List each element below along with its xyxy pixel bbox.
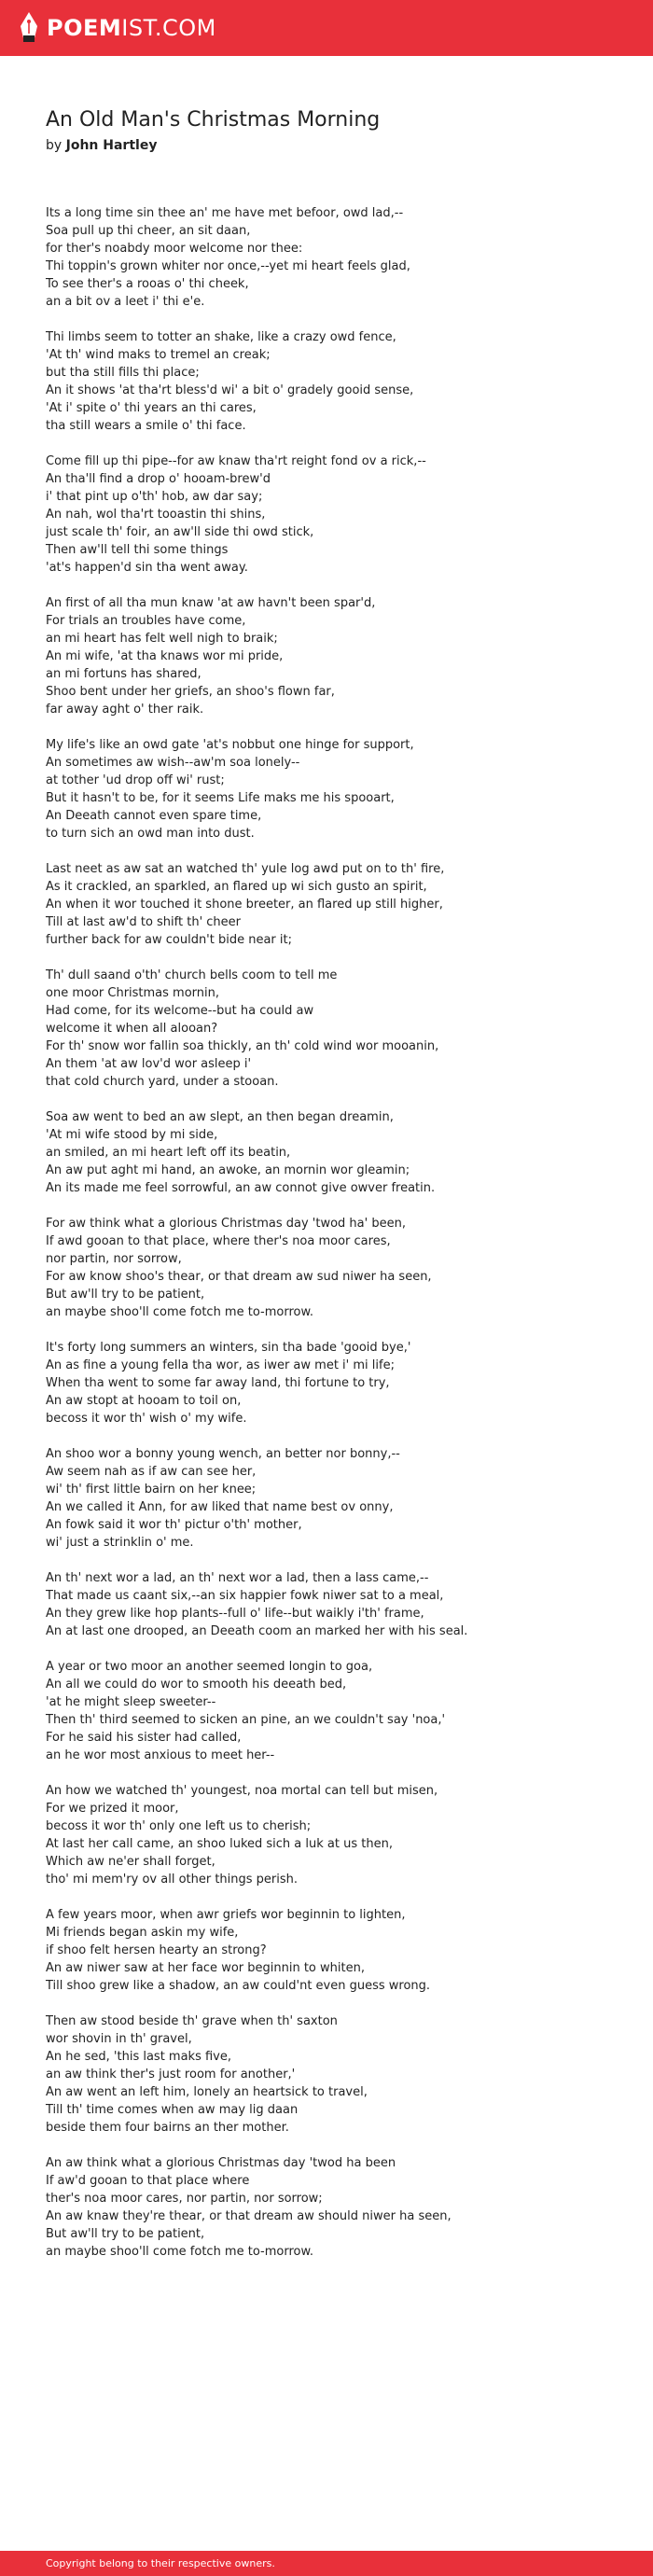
poem-line: becoss it wor th' only one left us to cherish; <box>46 1819 312 1833</box>
poem-line: Then aw stood beside th' grave when th' saxton <box>46 2014 338 2028</box>
poem-line: Then th' third seemed to sicken an pine, an we couldn't say 'noa,' <box>46 1713 446 1727</box>
poem-line: welcome it when all alooan? <box>46 1022 218 1036</box>
poem-line: 'At mi wife stood by mi side, <box>46 1128 218 1142</box>
poem-line: As it crackled, an sparkled, an flared up wi sich gusto an spirit, <box>46 880 427 894</box>
poem-line: Last neet as aw sat an watched th' yule log awd put on to th' fire, <box>46 862 445 876</box>
poem-line: For he said his sister had called, <box>46 1731 242 1745</box>
poem-line: 'at's happen'd sin tha went away. <box>46 561 248 575</box>
poem-line: An its made me feel sorrowful, an aw connot give owver freatin. <box>46 1181 436 1195</box>
poem-line: i' that pint up o'th' hob, aw dar say; <box>46 490 263 504</box>
poem-line: tho' mi mem'ry ov all other things perish. <box>46 1873 299 1887</box>
poem-line: ther's noa moor cares, nor partin, nor sorrow; <box>46 2192 323 2206</box>
poem-line: But aw'll try to be patient, <box>46 2227 205 2241</box>
poem-line: It's forty long summers an winters, sin tha bade 'gooid bye,' <box>46 1341 411 1355</box>
poem-line: that cold church yard, under a stooan. <box>46 1075 279 1089</box>
poem-line: an aw think ther's just room for another,' <box>46 2068 296 2082</box>
poem-line: further back for aw couldn't bide near it; <box>46 933 292 947</box>
poem-line: An them 'at aw lov'd wor asleep i' <box>46 1057 252 1071</box>
poem-line: becoss it wor th' wish o' my wife. <box>46 1412 247 1426</box>
poem-line: Which aw ne'er shall forget, <box>46 1855 215 1869</box>
poem-line: A few years moor, when awr griefs wor beginnin to lighten, <box>46 1908 406 1922</box>
poem-line: An when it wor touched it shone breeter, an flared up still higher, <box>46 898 443 912</box>
poem-line: But aw'll try to be patient, <box>46 1288 205 1302</box>
poem-line: An aw went an left him, lonely an heartsick to travel, <box>46 2085 368 2099</box>
poem-line: An aw put aght mi hand, an awoke, an mornin wor gleamin; <box>46 1163 410 1177</box>
poem-line: My life's like an owd gate 'at's nobbut one hinge for support, <box>46 738 414 752</box>
poem-line: if shoo felt hersen hearty an strong? <box>46 1943 267 1957</box>
poem-line: Till at last aw'd to shift th' cheer <box>46 915 241 929</box>
poem-line: An how we watched th' youngest, noa mortal can tell but misen, <box>46 1784 438 1798</box>
poem-line: An at last one drooped, an Deeath coom an marked her with his seal. <box>46 1624 468 1638</box>
author-link[interactable]: John Hartley <box>65 138 158 153</box>
poem-stanza <box>46 1906 624 1995</box>
site-header <box>0 0 653 56</box>
poem-line: That made us caant six,--an six happier fowk niwer sat to a meal, <box>46 1589 444 1603</box>
poem-line: just scale th' foir, an aw'll side thi owd stick, <box>46 525 314 539</box>
poem-stanza <box>46 2154 624 2261</box>
poem-line: for ther's noabdy moor welcome nor thee: <box>46 242 303 256</box>
poem-line: Its a long time sin thee an' me have met befoor, owd lad,-- <box>46 206 404 220</box>
poem-line: tha still wears a smile o' thi face. <box>46 419 246 433</box>
byline-prefix: by <box>46 138 63 153</box>
poem-line: Shoo bent under her griefs, an shoo's flown far, <box>46 685 335 699</box>
poem-line: far away aght o' ther raik. <box>46 703 204 717</box>
fountain-pen-nib-icon <box>19 11 39 45</box>
poem-stanza <box>46 1658 624 1764</box>
poem-line: an smiled, an mi heart left off its beatin, <box>46 1146 291 1160</box>
poem-line: An shoo wor a bonny young wench, an better nor bonny,-- <box>46 1447 400 1461</box>
poem-byline <box>46 136 157 155</box>
poem-line: For th' snow wor fallin soa thickly, an th' cold wind wor mooanin, <box>46 1039 439 1053</box>
poem-line: Come fill up thi pipe--for aw knaw tha'rt reight fond ov a rick,-- <box>46 454 426 468</box>
poem-stanza <box>46 453 624 577</box>
poem-line: An as fine a young fella tha wor, as iwer aw met i' mi life; <box>46 1358 395 1372</box>
poem-line: an mi fortuns has shared, <box>46 667 201 681</box>
poem-line: Then aw'll tell thi some things <box>46 543 229 557</box>
poem-line: an mi heart has felt well nigh to braik; <box>46 632 278 646</box>
poem-line: 'At th' wind maks to tremel an creak; <box>46 348 271 362</box>
poem-line: An aw stopt at hooam to toil on, <box>46 1394 242 1408</box>
poem-line: Till shoo grew like a shadow, an aw could'nt even guess wrong. <box>46 1979 431 1993</box>
poem-stanza <box>46 2012 624 2137</box>
poem-stanza <box>46 860 624 949</box>
poem-line: one moor Christmas mornin, <box>46 986 220 1000</box>
poem-body <box>46 204 624 2278</box>
poem-line: An it shows 'at tha'rt bless'd wi' a bit o' gradely gooid sense, <box>46 383 414 397</box>
poem-line: Mi friends began askin my wife, <box>46 1926 239 1940</box>
poem-line: An he sed, 'this last maks five, <box>46 2050 232 2064</box>
poem-line: 'at he might sleep sweeter-- <box>46 1695 216 1709</box>
poem-line: an he wor most anxious to meet her-- <box>46 1748 275 1762</box>
poem-line: but tha still fills thi place; <box>46 366 200 380</box>
poem-line: An tha'll find a drop o' hooam-brew'd <box>46 472 271 486</box>
poem-line: wor shovin in th' gravel, <box>46 2032 192 2046</box>
logo-text-rest: IST.COM <box>121 15 216 41</box>
poem-line: Had come, for its welcome--but ha could aw <box>46 1004 314 1018</box>
copyright-text: Copyright belong to their respective owners. <box>46 2557 275 2569</box>
poem-line: Th' dull saand o'th' church bells coom to tell me <box>46 968 338 982</box>
poem-line: An first of all tha mun knaw 'at aw havn't been spar'd, <box>46 596 376 610</box>
poem-line: An all we could do wor to smooth his deeath bed, <box>46 1678 347 1692</box>
poem-stanza <box>46 1108 624 1197</box>
logo-text-bold: POEM <box>47 15 122 41</box>
poem-line: An aw knaw they're thear, or that dream aw should niwer ha seen, <box>46 2209 452 2223</box>
poem-line: For we prized it moor, <box>46 1802 179 1816</box>
poem-line: An aw think what a glorious Christmas day 'twod ha been <box>46 2156 396 2170</box>
poem-stanza <box>46 1782 624 1888</box>
poem-line: Thi limbs seem to totter an shake, like a crazy owd fence, <box>46 330 396 344</box>
poem-line: at tother 'ud drop off wi' rust; <box>46 773 225 787</box>
poem-line: An mi wife, 'at tha knaws wor mi pride, <box>46 649 284 663</box>
poem-line: Soa aw went to bed an aw slept, an then began dreamin, <box>46 1110 394 1124</box>
poem-title: An Old Man's Christmas Morning <box>46 108 381 132</box>
poem-line: If aw'd gooan to that place where <box>46 2174 250 2188</box>
poem-stanza <box>46 594 624 718</box>
poem-stanza <box>46 1569 624 1640</box>
logo-text <box>47 11 216 45</box>
poem-stanza <box>46 204 624 311</box>
poem-line: nor partin, nor sorrow, <box>46 1252 182 1266</box>
poem-line: Till th' time comes when aw may lig daan <box>46 2103 299 2117</box>
poem-line: At last her call came, an shoo luked sich a luk at us then, <box>46 1837 393 1851</box>
poem-line: an maybe shoo'll come fotch me to-morrow. <box>46 2245 314 2259</box>
poem-stanza <box>46 1215 624 1321</box>
poem-line: An Deeath cannot even spare time, <box>46 809 262 823</box>
poem-stanza <box>46 736 624 842</box>
poem-stanza <box>46 1445 624 1552</box>
poem-stanza <box>46 967 624 1091</box>
poem-line: an maybe shoo'll come fotch me to-morrow. <box>46 1305 314 1319</box>
poem-line: wi' just a strinklin o' me. <box>46 1536 194 1550</box>
site-footer <box>0 2551 653 2576</box>
site-logo[interactable] <box>19 11 216 45</box>
poem-line: When tha went to some far away land, thi fortune to try, <box>46 1376 390 1390</box>
poem-line: An they grew like hop plants--full o' life--but waikly i'th' frame, <box>46 1607 424 1621</box>
poem-line: For trials an troubles have come, <box>46 614 246 628</box>
poem-line: Soa pull up thi cheer, an sit daan, <box>46 224 251 238</box>
poem-line: An aw niwer saw at her face wor beginnin to whiten, <box>46 1961 365 1975</box>
poem-line: an a bit ov a leet i' thi e'e. <box>46 295 205 309</box>
poem-line: Aw seem nah as if aw can see her, <box>46 1465 257 1479</box>
poem-line: For aw know shoo's thear, or that dream aw sud niwer ha seen, <box>46 1270 432 1284</box>
poem-line: wi' th' first little bairn on her knee; <box>46 1483 257 1497</box>
poem-line: An th' next wor a lad, an th' next wor a lad, then a lass came,-- <box>46 1571 429 1585</box>
poem-line: To see ther's a rooas o' thi cheek, <box>46 277 249 291</box>
poem-stanza <box>46 328 624 435</box>
poem-line: A year or two moor an another seemed longin to goa, <box>46 1660 373 1674</box>
poem-line: to turn sich an owd man into dust. <box>46 827 255 841</box>
poem-stanza <box>46 1339 624 1427</box>
poem-line: beside them four bairns an ther mother. <box>46 2121 289 2135</box>
poem-line: An we called it Ann, for aw liked that name best ov onny, <box>46 1500 394 1514</box>
poem-line: Thi toppin's grown whiter nor once,--yet mi heart feels glad, <box>46 259 410 273</box>
poem-line: An fowk said it wor th' pictur o'th' mother, <box>46 1518 302 1532</box>
poem-line: 'At i' spite o' thi years an thi cares, <box>46 401 257 415</box>
poem-line: An nah, wol tha'rt tooastin thi shins, <box>46 508 266 522</box>
poem-line: An sometimes aw wish--aw'm soa lonely-- <box>46 756 300 770</box>
poem-line: If awd gooan to that place, where ther's noa moor cares, <box>46 1234 391 1248</box>
poem-line: But it hasn't to be, for it seems Life maks me his spooart, <box>46 791 395 805</box>
poem-line: For aw think what a glorious Christmas day 'twod ha' been, <box>46 1217 406 1231</box>
